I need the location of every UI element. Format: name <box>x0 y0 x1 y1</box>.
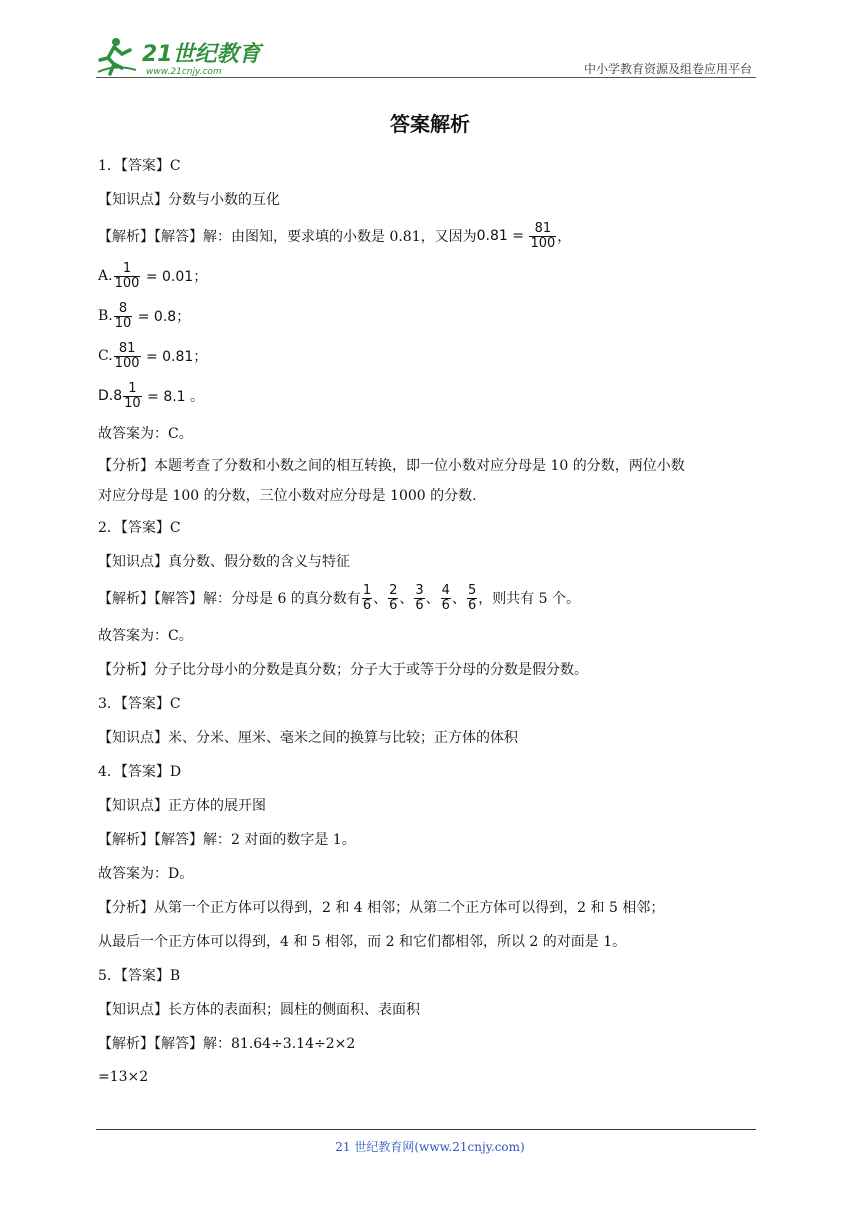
q1-conclusion: 故答案为：C。 <box>98 426 193 442</box>
q2-note: 【分析】分子比分母小的分数是真分数；分子大于或等于分母的分数是假分数。 <box>98 662 588 678</box>
q2-knowledge: 【知识点】真分数、假分数的含义与特征 <box>98 554 350 570</box>
platform-name: 中小学教育资源及组卷应用平台 <box>583 62 752 76</box>
q1-analysis-text: 【解析】【解答】解：由图知，要求填的小数是 0.81，又因为 <box>98 229 477 245</box>
fraction: $\frac{1}{100}$ <box>114 260 140 291</box>
q1-note-line1: 【分析】本题考查了分数和小数之间的相互转换，即一位小数对应分母是 10 的分数，两位小数 <box>98 458 685 474</box>
page-header <box>96 30 756 80</box>
footer-link[interactable]: 21 世纪教育网(www.21cnjy.com) <box>335 1140 525 1154</box>
logo <box>96 34 266 78</box>
page-title: 答案解析 <box>390 112 470 136</box>
answer-content <box>98 148 760 1094</box>
q3-answer: 3．【答案】C <box>98 696 181 712</box>
fraction: $\frac{3}{6}$ <box>415 582 424 613</box>
logo-url: www.21cnjy.com <box>146 67 222 77</box>
q1-option-c: C. $\frac{81}{100}$ = 0.81； <box>98 340 208 371</box>
fraction: $\frac{1}{10}$ <box>124 380 141 411</box>
q5-knowledge: 【知识点】长方体的表面积；圆柱的侧面积、表面积 <box>98 1002 420 1018</box>
q4-note-line1: 【分析】从第一个正方体可以得到，2 和 4 相邻；从第二个正方体可以得到，2 和 5 相邻； <box>98 900 665 916</box>
q4-knowledge: 【知识点】正方体的展开图 <box>98 798 266 814</box>
q1-analysis: 【解析】【解答】解：由图知，要求填的小数是 0.81，又因为 0.81 = $\frac{81}{100}$ ， <box>98 220 572 251</box>
q1-option-d: D.8 $\frac{1}{10}$ = 8.1 。 <box>98 380 205 411</box>
fraction: $\frac{1}{6}$ <box>362 582 372 613</box>
fraction: $\frac{81}{100}$ <box>114 340 140 371</box>
logo-text: 21世纪教育 <box>142 42 261 67</box>
q4-analysis: 【解析】【解答】解：2 对面的数字是 1。 <box>98 832 356 848</box>
fraction: $\frac{4}{6}$ <box>441 582 450 613</box>
q5-step: =13×2 <box>98 1069 149 1085</box>
q1-answer: 1．【答案】C <box>98 158 181 174</box>
q2-conclusion: 故答案为：C。 <box>98 628 193 644</box>
fraction: $\frac{5}{6}$ <box>467 582 477 613</box>
fraction: $\frac{8}{10}$ <box>114 300 132 331</box>
q1-analysis-eq: 0.81 = <box>476 228 524 244</box>
q4-note-line2: 从最后一个正方体可以得到，4 和 5 相邻，而 2 和它们都相邻，所以 2 的对面是 1。 <box>98 934 627 950</box>
q2-answer: 2．【答案】C <box>98 520 181 536</box>
q4-conclusion: 故答案为：D。 <box>98 866 194 882</box>
q1-option-a: A. $\frac{1}{100}$ = 0.01； <box>98 260 208 291</box>
q1-knowledge: 【知识点】分数与小数的互化 <box>98 192 280 208</box>
q5-analysis: 【解析】【解答】解：81.64÷3.14÷2×2 <box>98 1036 356 1052</box>
fraction: $\frac{2}{6}$ <box>389 582 398 613</box>
fraction: $\frac{81}{100}$ <box>530 220 556 251</box>
q3-knowledge: 【知识点】米、分米、厘米、毫米之间的换算与比较；正方体的体积 <box>98 730 518 746</box>
q1-option-b: B. $\frac{8}{10}$ = 0.8； <box>98 300 191 331</box>
header-divider <box>96 77 756 78</box>
q5-answer: 5．【答案】B <box>98 968 181 984</box>
q4-answer: 4．【答案】D <box>98 764 182 780</box>
q2-analysis: 【解析】【解答】解：分母是 6 的真分数有 $\frac{1}{6}$ 、 $\frac{2}{6}$ 、 $\frac{3}{6}$ 、 $\frac{4}{6}$ 、 $\frac{5}{6}$ ， 则共有 5 个。 <box>98 582 581 613</box>
q1-note-line2: 对应分母是 100 的分数，三位小数对应分母是 1000 的分数. <box>98 488 477 504</box>
footer-divider <box>96 1129 756 1130</box>
